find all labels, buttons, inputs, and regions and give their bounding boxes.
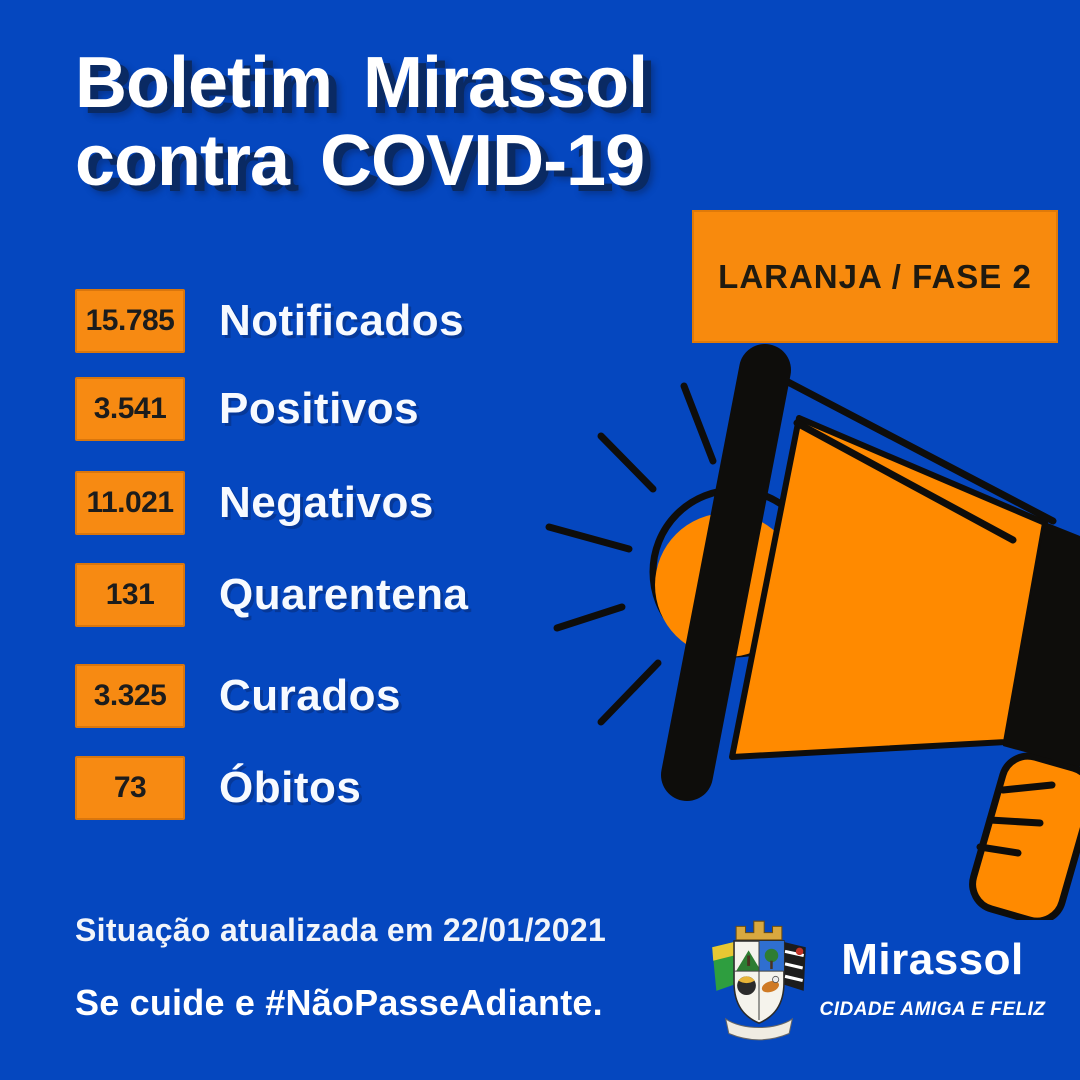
stat-value-box (75, 289, 185, 353)
page-title-line1: Boletim Mirassol (75, 43, 648, 123)
stat-label: Notificados (219, 296, 465, 345)
stat-value: 131 (105, 578, 155, 611)
quarter-cross (747, 956, 750, 966)
stat-value-box (75, 664, 185, 728)
stat-value: 3.541 (93, 392, 167, 425)
stat-value-box (75, 756, 185, 820)
stat-value: 3.325 (93, 679, 167, 712)
stat-row-notificados (75, 289, 464, 353)
page-title (75, 44, 647, 200)
phase-badge (692, 210, 1058, 343)
page-title-line2: contra COVID-19 (75, 121, 645, 201)
megaphone-handle (966, 750, 1080, 920)
care-hashtag-text: Se cuide e #NãoPasseAdiante. (75, 982, 603, 1023)
quarter-tree-trunk (770, 961, 772, 969)
stat-label: Quarentena (219, 570, 469, 619)
stat-row-quarentena (75, 563, 469, 627)
stat-label: Óbitos (219, 763, 362, 812)
stat-label: Negativos (219, 478, 434, 527)
updated-date-text: Situação atualizada em 22/01/2021 (75, 912, 607, 948)
coat-of-arms-icon (706, 916, 812, 1046)
stat-row-negativos (75, 471, 434, 535)
stat-value-box (75, 377, 185, 441)
quarter-mini-crest (773, 976, 779, 982)
stat-row-positivos (75, 377, 419, 441)
stat-row-obitos (75, 756, 361, 820)
stat-value: 11.021 (86, 486, 174, 519)
city-name: Mirassol (841, 935, 1024, 984)
mural-crown (736, 921, 782, 940)
megaphone-icon (520, 330, 1080, 920)
city-wordmark (800, 935, 1065, 1021)
quarter-tree (765, 949, 779, 963)
stat-value: 73 (113, 771, 147, 804)
stat-value-box (75, 563, 185, 627)
phase-badge-label: LARANJA / FASE 2 (718, 257, 1032, 295)
stat-value-box (75, 471, 185, 535)
stat-label: Positivos (219, 384, 420, 433)
stat-row-curados (75, 664, 401, 728)
stat-value: 15.785 (85, 304, 175, 337)
city-slogan: CIDADE AMIGA E FELIZ (819, 999, 1046, 1020)
stat-label: Curados (219, 671, 401, 720)
